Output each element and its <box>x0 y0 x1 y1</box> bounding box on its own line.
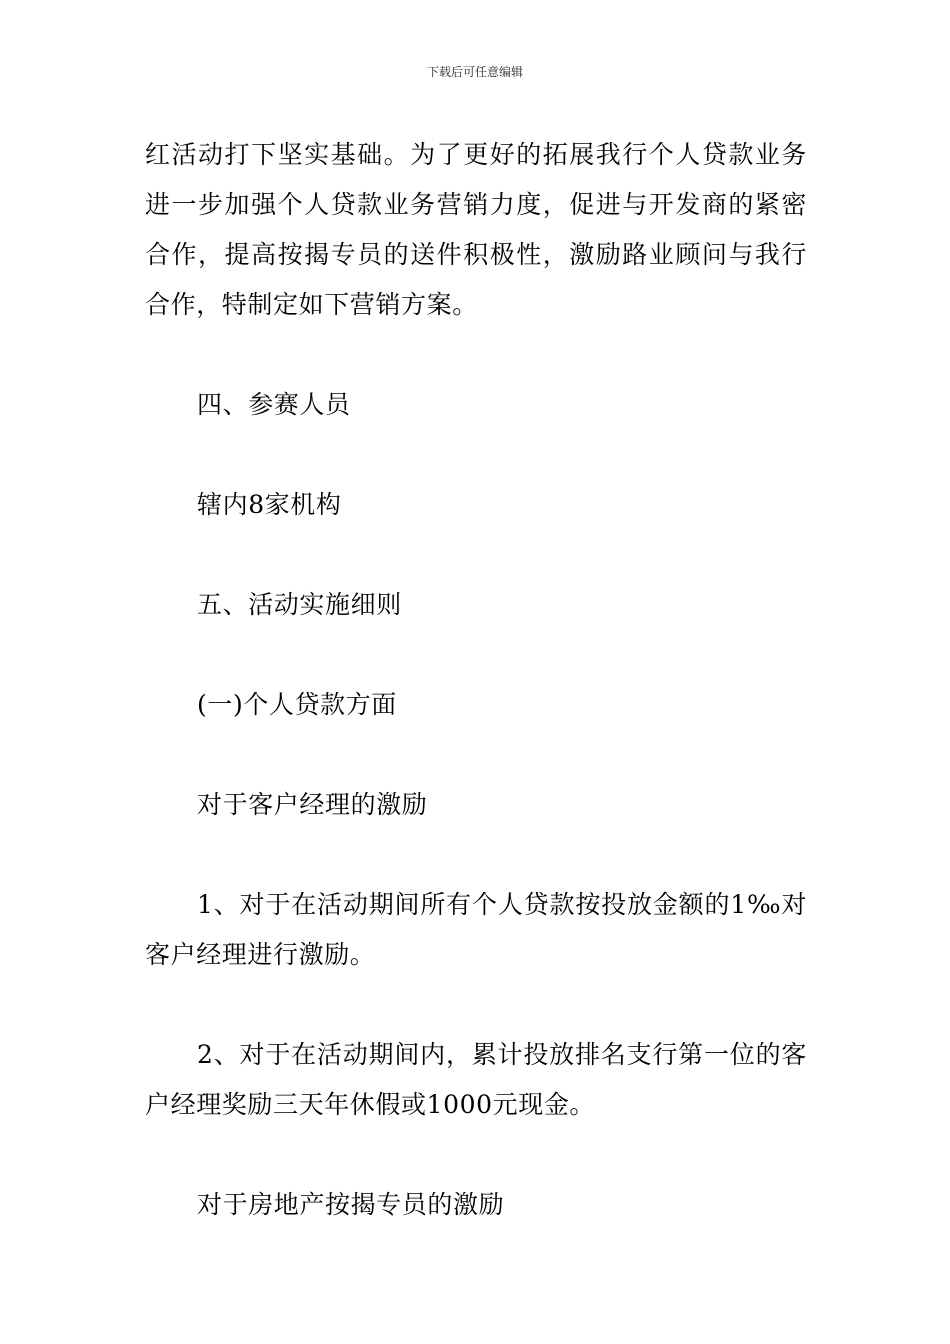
page-header: 下载后可任意编辑 <box>426 65 523 79</box>
section-heading-implementation: 五、活动实施细则 <box>197 590 402 619</box>
section-heading-participants: 四、参赛人员 <box>197 390 351 419</box>
paragraph-participants: 辖内8家机构 <box>197 490 342 519</box>
subheading-account-manager-incentive: 对于客户经理的激励 <box>197 790 428 819</box>
list-item-2: 2、对于在活动期间内，累计投放排名支行第一位的客户经理奖励三天年休假或1000元现金。 <box>145 1040 807 1119</box>
subheading-mortgage-specialist-incentive: 对于房地产按揭专员的激励 <box>197 1190 505 1219</box>
paragraph-intro-continuation: 红活动打下坚实基础。为了更好的拓展我行个人贷款业务进一步加强个人贷款业务营销力度，促进与开发商的紧密合作，提高按揭专员的送件积极性，激励路业顾问与我行合作，特制定如下营销方案。 <box>145 140 807 319</box>
document-body <box>145 130 807 1230</box>
subsection-heading-personal-loans: (一)个人贷款方面 <box>197 690 397 719</box>
list-item-1: 1、对于在活动期间所有个人贷款按投放金额的1‰对客户经理进行激励。 <box>145 890 807 969</box>
